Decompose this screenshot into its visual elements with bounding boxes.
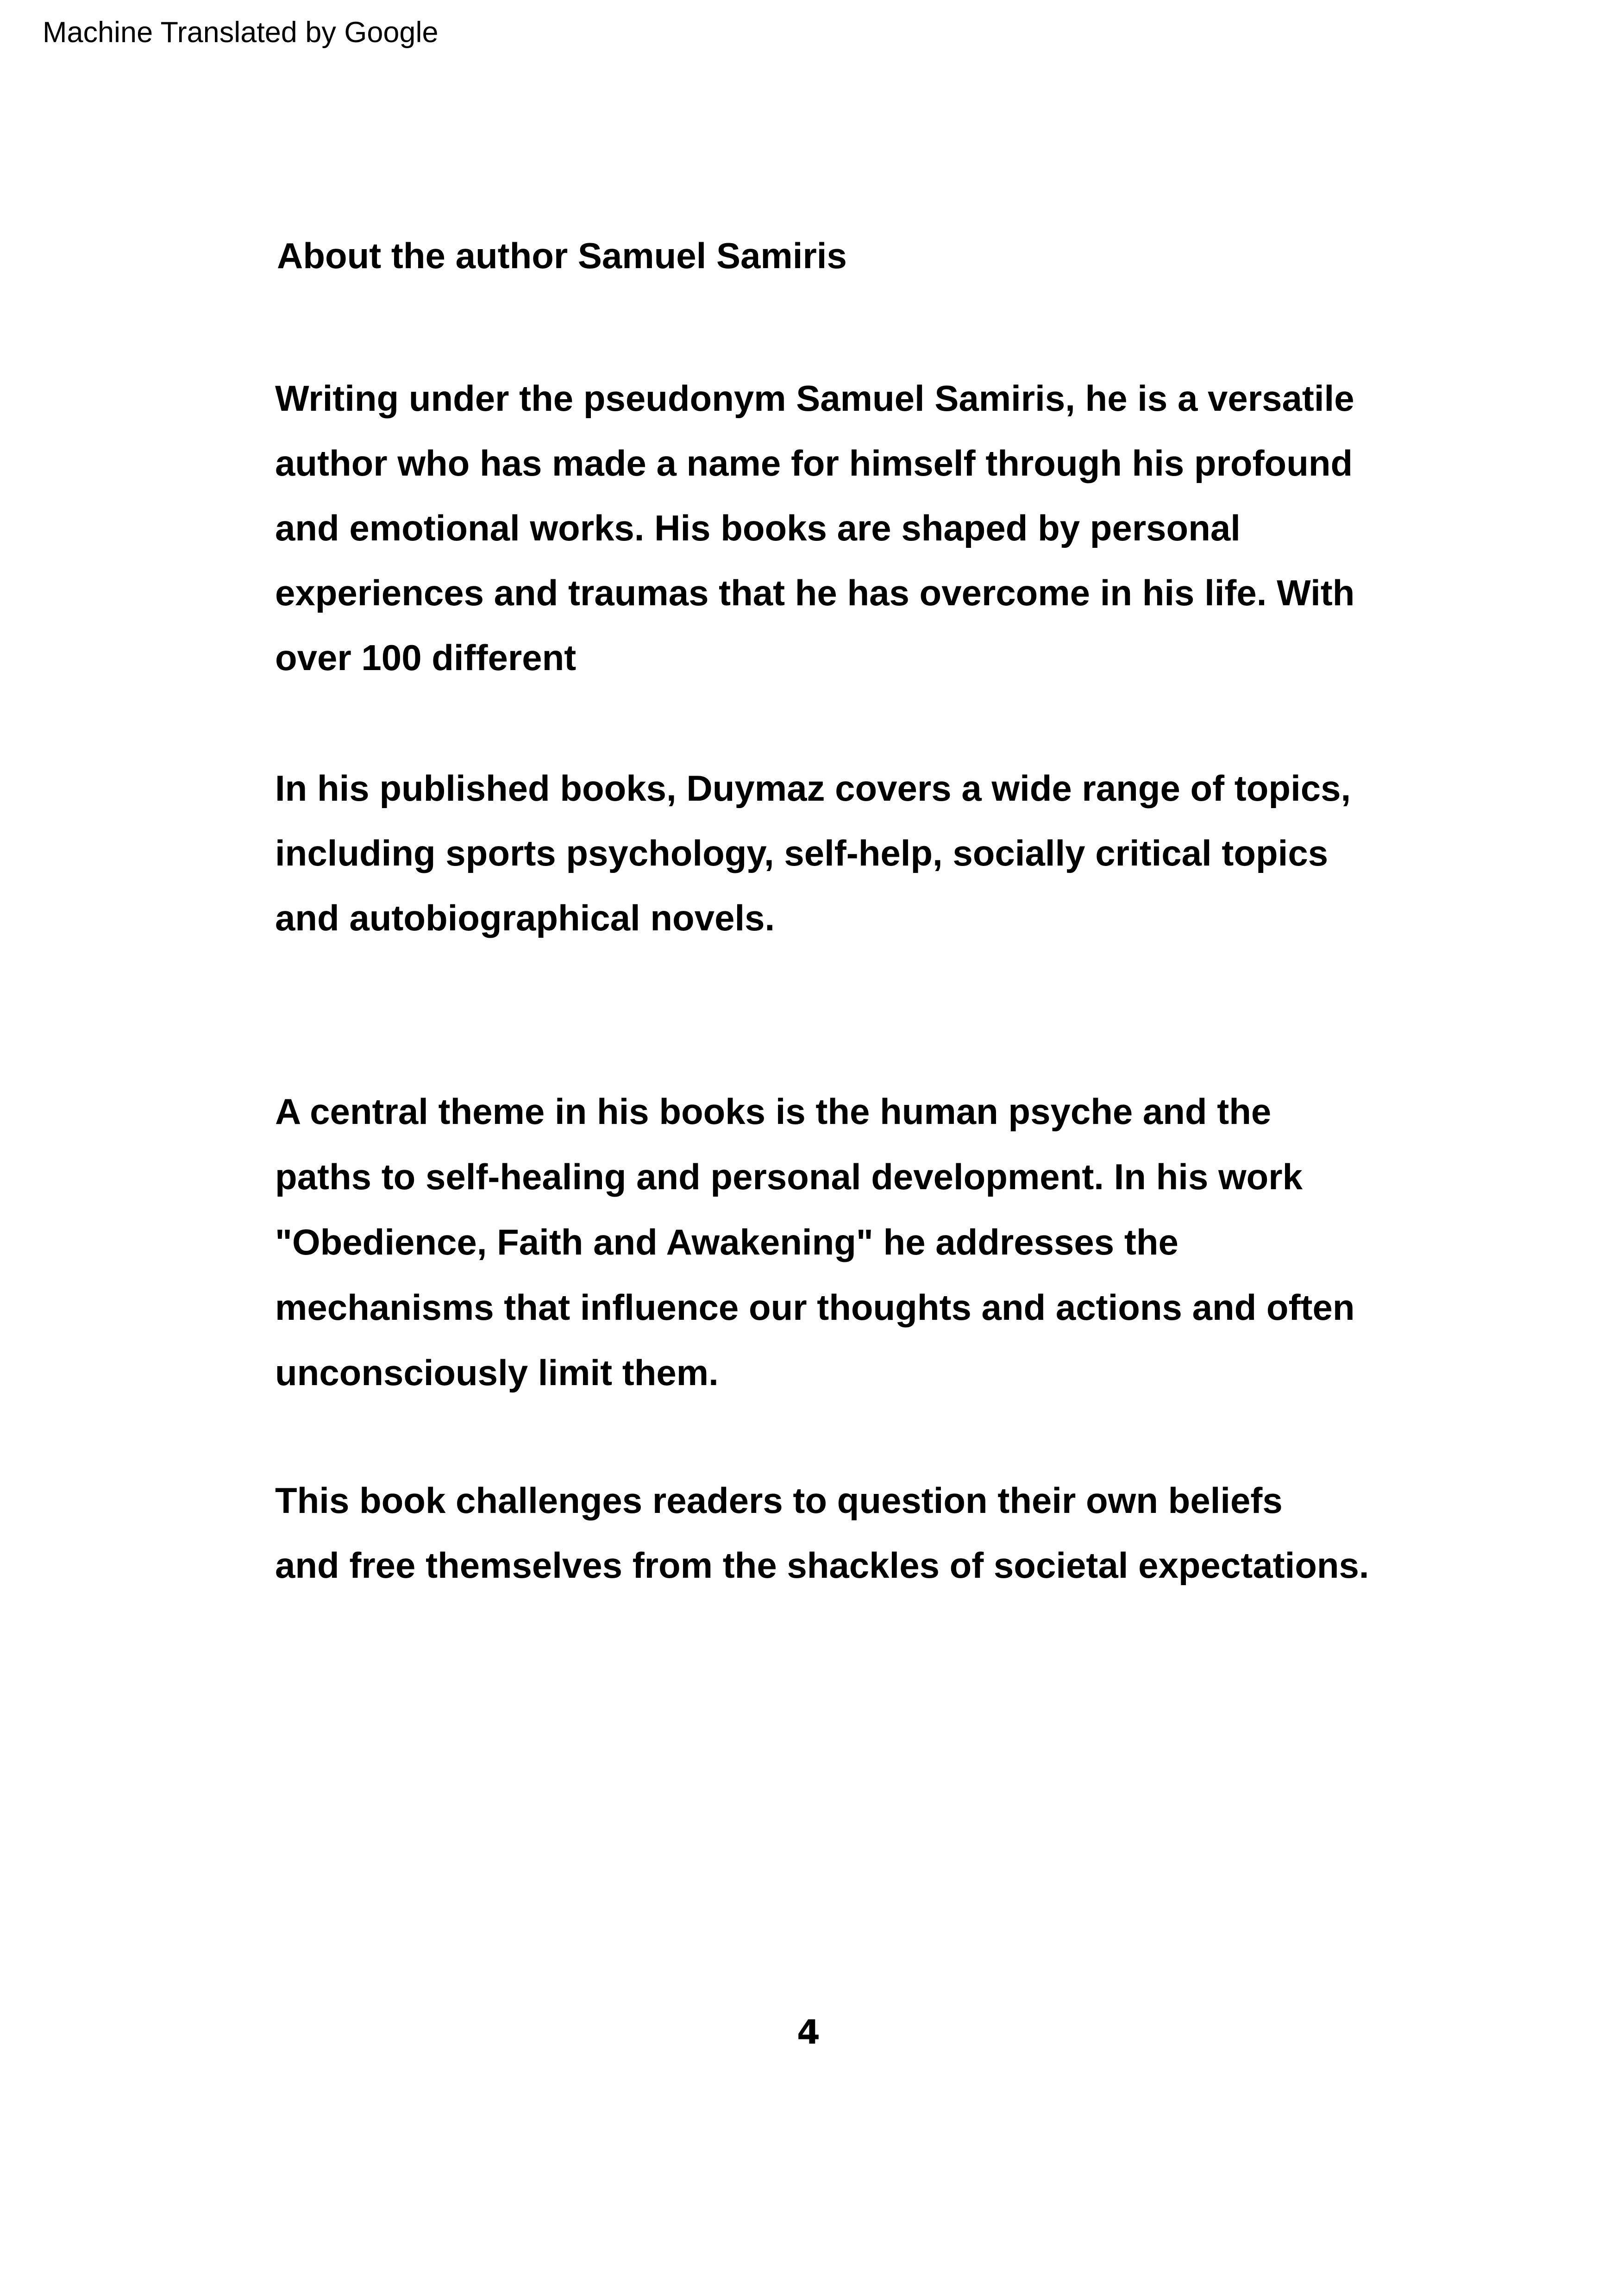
paragraph-2 — [275, 756, 1396, 950]
paragraph-1 — [275, 366, 1396, 690]
paragraph-line: paths to self-healing and personal development. In his work — [275, 1156, 1303, 1197]
paragraph-line: In his published books, Duymaz covers a wide range of topics, — [275, 768, 1351, 809]
paragraph-line: "Obedience, Faith and Awakening" he addresses the — [275, 1222, 1178, 1262]
paragraph-line: A central theme in his books is the human psyche and the — [275, 1091, 1272, 1132]
paragraph-line: and autobiographical novels. — [275, 897, 775, 938]
paragraph-line: This book challenges readers to question their own beliefs — [275, 1480, 1283, 1521]
paragraph-line: and emotional works. His books are shaped by personal — [275, 508, 1241, 548]
page-number: 4 — [796, 2013, 821, 2051]
paragraph-line: over 100 different — [275, 637, 577, 678]
paragraph-line: mechanisms that influence our thoughts and actions and often — [275, 1287, 1355, 1328]
paragraph-line: including sports psychology, self-help, socially critical topics — [275, 833, 1329, 873]
machine-translation-banner: Machine Translated by Google — [43, 16, 439, 49]
paragraph-line: and free themselves from the shackles of societal expectations. — [275, 1545, 1369, 1586]
paragraph-line: Writing under the pseudonym Samuel Samiris, he is a versatile — [275, 378, 1354, 419]
section-heading: About the author Samuel Samiris — [277, 235, 847, 276]
paragraph-line: unconsciously limit them. — [275, 1352, 719, 1393]
paragraph-4 — [275, 1468, 1396, 1598]
paragraph-line: experiences and traumas that he has overcome in his life. With — [275, 572, 1355, 613]
paragraph-line: author who has made a name for himself through his profound — [275, 443, 1353, 483]
paragraph-3 — [275, 1079, 1396, 1405]
